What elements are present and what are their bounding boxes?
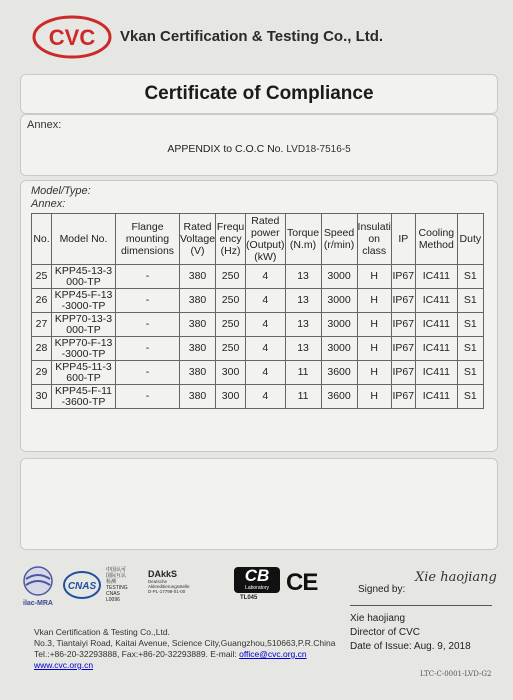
cnas-cn3-text: 检测: [106, 579, 117, 585]
cell-torque: 11: [285, 361, 321, 385]
table-row: [32, 385, 484, 409]
header-model-no: Model No.: [52, 214, 116, 265]
cell-cooling: IC411: [415, 337, 457, 361]
model-type-line1: Model/Type:: [31, 185, 91, 197]
table-row: [32, 289, 484, 313]
cell-ip: IP67: [391, 361, 415, 385]
cell-model: KPP45-F-11 -3600-TP: [52, 385, 116, 409]
header: [0, 0, 513, 72]
dakks-sub1: Deutsche: [148, 579, 168, 584]
cell-torque: 13: [285, 313, 321, 337]
cell-cooling: IC411: [415, 265, 457, 289]
cell-speed: 3000: [321, 265, 357, 289]
cell-frequency: 250: [216, 265, 246, 289]
certificate-title: Certificate of Compliance: [144, 83, 374, 104]
cell-speed: 3600: [321, 385, 357, 409]
cell-no: 27: [32, 313, 52, 337]
dakks-logo: [148, 569, 220, 594]
cnas-info: [106, 567, 128, 603]
ce-mark: CE: [286, 569, 318, 596]
cell-power: 4: [246, 337, 286, 361]
ilac-mra-logo: [18, 565, 58, 609]
document-code: LTC-C-0001-LVD-G2: [420, 670, 492, 678]
cell-ip: IP67: [391, 313, 415, 337]
footer-website-link[interactable]: www.cvc.org.cn: [34, 660, 94, 670]
cell-frequency: 250: [216, 313, 246, 337]
table-row: [32, 265, 484, 289]
cell-duty: S1: [457, 337, 483, 361]
cell-insulation: H: [357, 289, 391, 313]
cell-no: 25: [32, 265, 52, 289]
annex-label: Annex:: [27, 119, 62, 131]
cell-flange: -: [116, 265, 180, 289]
cell-insulation: H: [357, 385, 391, 409]
cell-insulation: H: [357, 313, 391, 337]
dakks-no: D-PL-17798-01-00: [148, 589, 186, 594]
cell-insulation: H: [357, 337, 391, 361]
model-type-label: [31, 185, 91, 211]
cell-torque: 11: [285, 385, 321, 409]
company-name: Vkan Certification & Testing Co., Ltd.: [120, 28, 384, 45]
cell-speed: 3000: [321, 313, 357, 337]
cell-speed: 3600: [321, 361, 357, 385]
cnas-cn-text: 中国认可: [106, 567, 127, 573]
cell-frequency: 300: [216, 361, 246, 385]
appendix-line: [21, 143, 497, 155]
header-flange: Flange mounting dimensions: [116, 214, 180, 265]
cell-torque: 13: [285, 265, 321, 289]
cell-torque: 13: [285, 337, 321, 361]
header-power: Rated power (Output) (kW): [246, 215, 285, 263]
cb-number: TL045: [240, 595, 258, 601]
header-voltage: Rated Voltage (V): [180, 214, 216, 265]
table-header-row: [32, 214, 484, 265]
cell-cooling: IC411: [415, 289, 457, 313]
cell-model: KPP70-F-13 -3000-TP: [52, 337, 116, 361]
cvc-logo: [32, 15, 112, 59]
cell-voltage: 380: [180, 313, 216, 337]
signature-script: Xie haojiang: [415, 570, 497, 585]
cell-duty: S1: [457, 361, 483, 385]
cell-voltage: 380: [180, 337, 216, 361]
cell-ip: IP67: [391, 385, 415, 409]
issue-date: Date of Issue: Aug. 9, 2018: [350, 641, 471, 652]
table-row: [32, 361, 484, 385]
cell-insulation: H: [357, 265, 391, 289]
cnas-logo: [62, 565, 102, 609]
model-type-line2: Annex:: [31, 198, 66, 210]
appendix-text: APPENDIX to C.O.C No.: [167, 143, 284, 155]
cell-flange: -: [116, 289, 180, 313]
cb-sub-text: Laboratory: [245, 585, 269, 591]
cell-frequency: 250: [216, 289, 246, 313]
logo-text: CVC: [48, 25, 96, 50]
header-cooling: Cooling Method: [415, 214, 457, 265]
cell-cooling: IC411: [415, 385, 457, 409]
cell-flange: -: [116, 337, 180, 361]
cell-speed: 3000: [321, 289, 357, 313]
header-insulation: Insulati on class: [357, 214, 391, 265]
header-torque: Torque (N.m): [285, 214, 321, 265]
cell-frequency: 250: [216, 337, 246, 361]
cell-power: 4: [246, 289, 286, 313]
dakks-text: DAkkS: [148, 569, 178, 579]
blank-panel: [20, 458, 498, 550]
header-ip: IP: [391, 214, 415, 265]
cell-flange: -: [116, 313, 180, 337]
cell-flange: -: [116, 385, 180, 409]
annex-panel: [20, 114, 498, 176]
cell-voltage: 380: [180, 361, 216, 385]
cell-power: 4: [246, 361, 286, 385]
cell-power: 4: [246, 385, 286, 409]
table-row: [32, 337, 484, 361]
cell-model: KPP70-13-3 000-TP: [52, 313, 116, 337]
cell-duty: S1: [457, 385, 483, 409]
cell-cooling: IC411: [415, 361, 457, 385]
cnas-testing-text: TESTING: [106, 585, 128, 591]
title-panel: [20, 74, 498, 114]
cell-ip: IP67: [391, 265, 415, 289]
signed-by-label: Signed by:: [358, 584, 406, 595]
footer-company: Vkan Certification & Testing Co.,Ltd.: [34, 627, 170, 637]
signer-block: [350, 612, 471, 654]
cell-duty: S1: [457, 313, 483, 337]
cell-no: 30: [32, 385, 52, 409]
dakks-sub2: Akkreditierungsstelle: [148, 584, 190, 589]
cnas-cn2-text: 国际互认: [106, 573, 127, 579]
cell-cooling: IC411: [415, 313, 457, 337]
cell-model: KPP45-11-3 600-TP: [52, 361, 116, 385]
cell-voltage: 380: [180, 265, 216, 289]
cell-speed: 3000: [321, 337, 357, 361]
cell-voltage: 380: [180, 289, 216, 313]
footer-tel-fax: Tel.:+86-20-32293888, Fax:+86-20-32293889. E-mail:: [34, 649, 240, 659]
footer-contact: [34, 649, 335, 660]
header-frequency: Frequ ency (Hz): [216, 214, 246, 265]
footer-address: No.3, Tiantaiyi Road, Kaitai Avenue, Science City,Guangzhou,510663,P.R.China: [34, 638, 336, 648]
cb-text: CB: [244, 566, 270, 585]
model-table: [31, 213, 484, 409]
header-duty: Duty: [457, 214, 483, 265]
cell-frequency: 300: [216, 385, 246, 409]
cnas-text: CNAS: [67, 581, 97, 592]
signature-line: [350, 605, 492, 606]
cell-flange: -: [116, 361, 180, 385]
cell-no: 29: [32, 361, 52, 385]
model-panel: [20, 180, 498, 452]
cell-model: KPP45-F-13 -3000-TP: [52, 289, 116, 313]
footer-email-link[interactable]: office@cvc.org.cn: [239, 649, 307, 659]
cell-voltage: 380: [180, 385, 216, 409]
cell-no: 28: [32, 337, 52, 361]
signer-name: Xie haojiang: [350, 613, 406, 624]
coc-number: LVD18-7516-5: [286, 144, 351, 155]
cell-power: 4: [246, 313, 286, 337]
cell-insulation: H: [357, 361, 391, 385]
ilac-text: ilac-MRA: [23, 600, 53, 607]
cell-ip: IP67: [391, 337, 415, 361]
header-no: No.: [32, 214, 52, 265]
table-row: [32, 313, 484, 337]
signer-role: Director of CVC: [350, 627, 421, 638]
cell-ip: IP67: [391, 289, 415, 313]
footer-info: [34, 627, 335, 671]
cb-logo: [234, 567, 280, 593]
cnas-no-text: CNAS L0096: [106, 591, 120, 603]
cell-power: 4: [246, 265, 286, 289]
cell-no: 26: [32, 289, 52, 313]
header-speed: Speed (r/min): [321, 214, 357, 265]
cell-duty: S1: [457, 265, 483, 289]
cell-duty: S1: [457, 289, 483, 313]
cell-torque: 13: [285, 289, 321, 313]
cell-model: KPP45-13-3 000-TP: [52, 265, 116, 289]
